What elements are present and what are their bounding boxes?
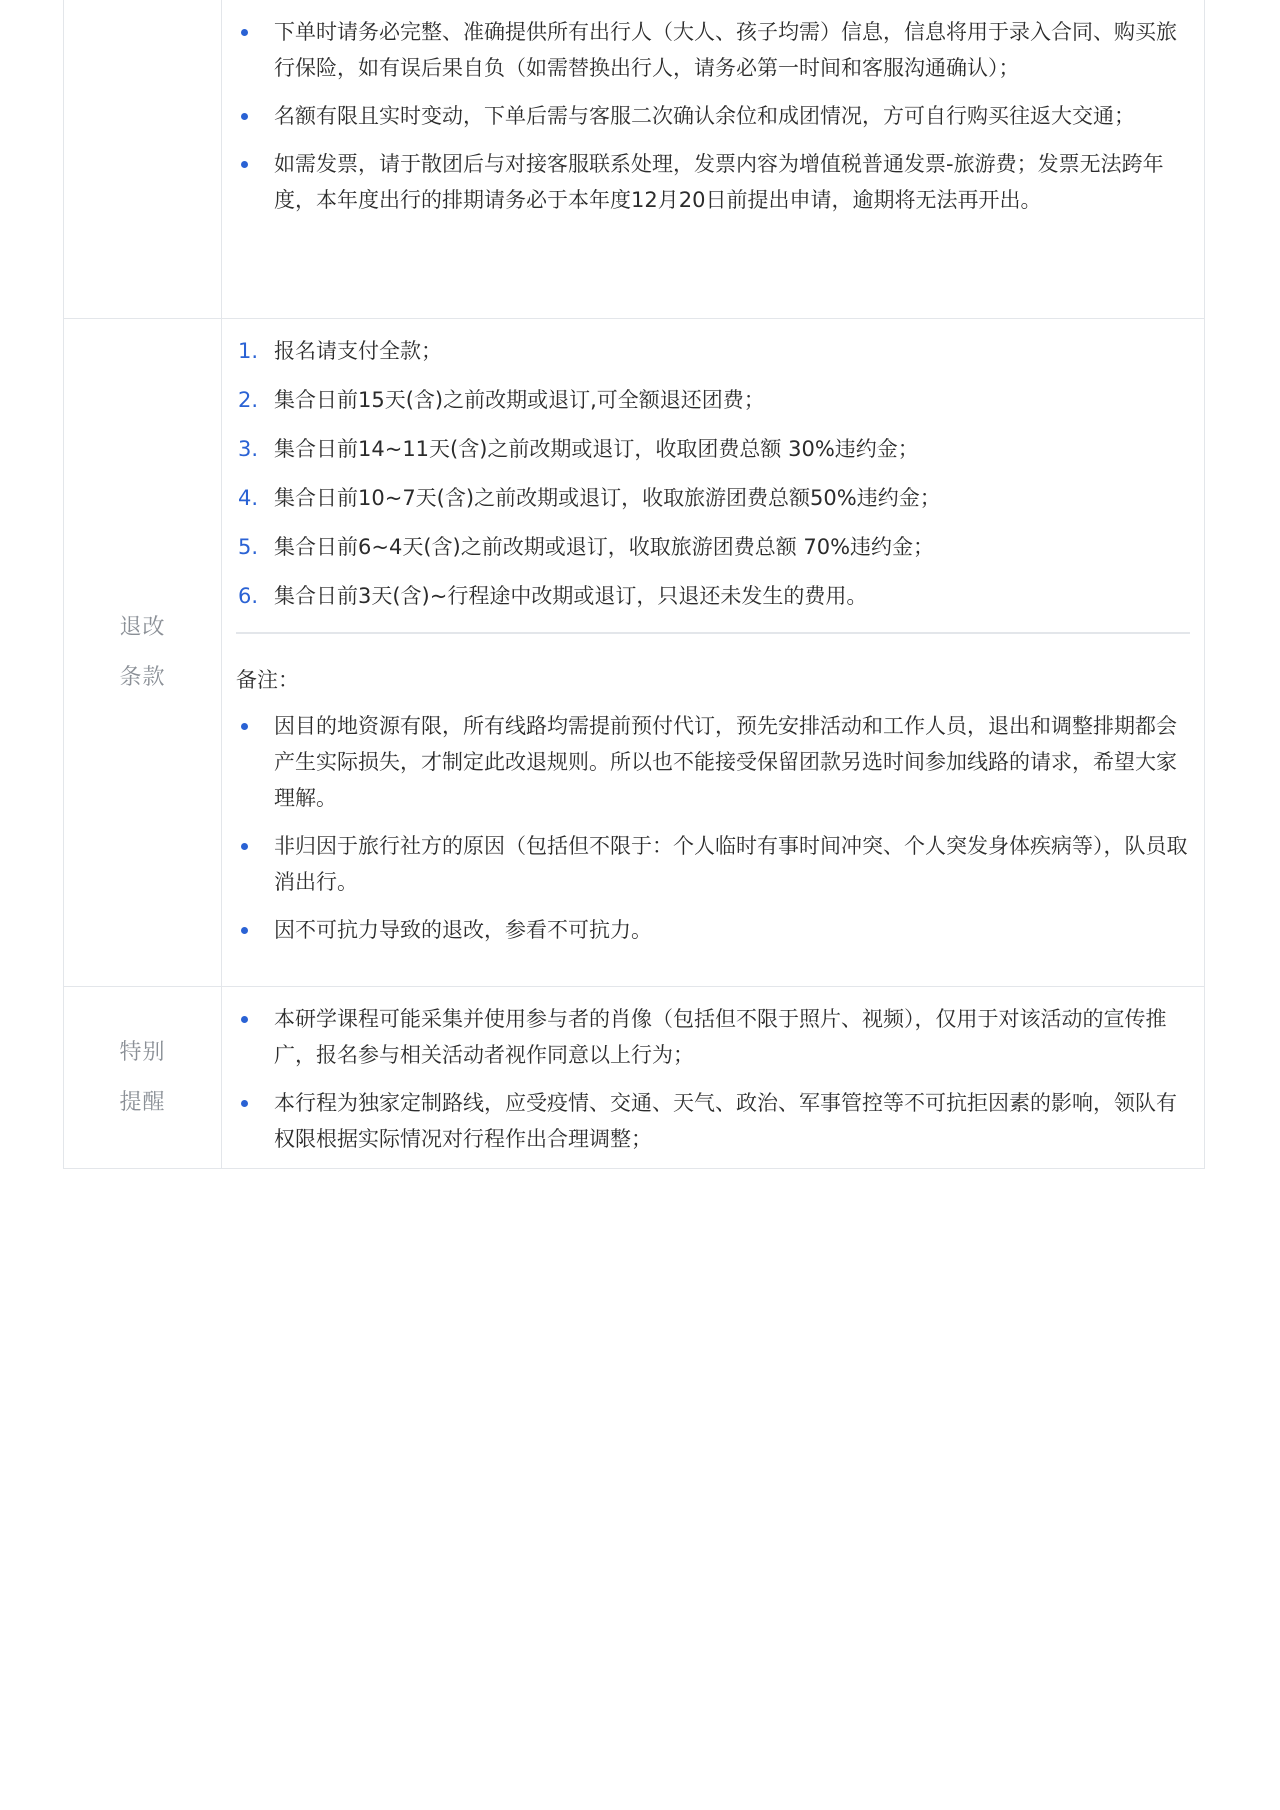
list-item: 因目的地资源有限，所有线路均需提前预付代订，预先安排活动和工作人员，退出和调整排期都会产生实际损失，才制定此改退规则。所以也不能接受保留团款另选时间参加线路的请求，希望大家理解。: [236, 708, 1190, 816]
row-special-reminder: [64, 986, 1204, 1168]
special-reminder-list: [236, 1001, 1190, 1157]
refund-policy-label: 退改 条款: [119, 614, 166, 690]
list-item: 名额有限且实时变动，下单后需与客服二次确认余位和成团情况，方可自行购买往返大交通；: [236, 98, 1190, 134]
list-item: 1. 报名请支付全款；: [238, 339, 442, 363]
list-item: 5. 集合日前6~4天(含)之前改期或退订，收取旅游团费总额 70%违约金；: [238, 535, 935, 559]
list-item: 下单时请务必完整、准确提供所有出行人（大人、孩子均需）信息，信息将用于录入合同、购买旅行保险，如有误后果自负（如需替换出行人，请务必第一时间和客服沟通确认）；: [236, 14, 1190, 86]
row-refund-policy: [64, 318, 1204, 986]
list-item: 如需发票，请于散团后与对接客服联系处理，发票内容为增值税普通发票-旅游费；发票无法跨年度，本年度出行的排期请务必于本年度12月20日前提出申请，逾期将无法再开出。: [236, 146, 1190, 218]
list-item: 4. 集合日前10~7天(含)之前改期或退订，收取旅游团费总额50%违约金；: [238, 486, 941, 510]
row-booking-notes: [64, 0, 1204, 318]
list-item: 本研学课程可能采集并使用参与者的肖像（包括但不限于照片、视频），仅用于对该活动的宣传推广，报名参与相关活动者视作同意以上行为；: [236, 1001, 1190, 1073]
divider: [236, 632, 1190, 634]
note-title: 备注：: [236, 667, 299, 692]
booking-notes-list: [236, 14, 1190, 218]
list-item: 因不可抗力导致的退改，参看不可抗力。: [236, 912, 1190, 948]
row-label-empty: [64, 0, 222, 318]
terms-table: [63, 0, 1205, 1169]
list-item: 非归因于旅行社方的原因（包括但不限于：个人临时有事时间冲突、个人突发身体疾病等），队员取消出行。: [236, 828, 1190, 900]
refund-rules-list: [236, 333, 1190, 614]
refund-policy-label-cell: [64, 319, 222, 986]
special-reminder-label: 特别 提醒: [119, 1039, 166, 1115]
special-reminder-label-cell: [64, 987, 222, 1168]
list-item: 2. 集合日前15天(含)之前改期或退订,可全额退还团费；: [238, 388, 765, 412]
refund-notes-list: [236, 708, 1190, 948]
refund-policy-content: [222, 319, 1204, 986]
special-reminder-content: [222, 987, 1204, 1168]
booking-notes-content: [222, 0, 1204, 318]
list-item: 6. 集合日前3天(含)~行程途中改期或退订，只退还未发生的费用。: [238, 584, 868, 608]
list-item: 3. 集合日前14~11天(含)之前改期或退订，收取团费总额 30%违约金；: [238, 437, 919, 461]
list-item: 本行程为独家定制路线，应受疫情、交通、天气、政治、军事管控等不可抗拒因素的影响，领队有权限根据实际情况对行程作出合理调整；: [236, 1085, 1190, 1157]
